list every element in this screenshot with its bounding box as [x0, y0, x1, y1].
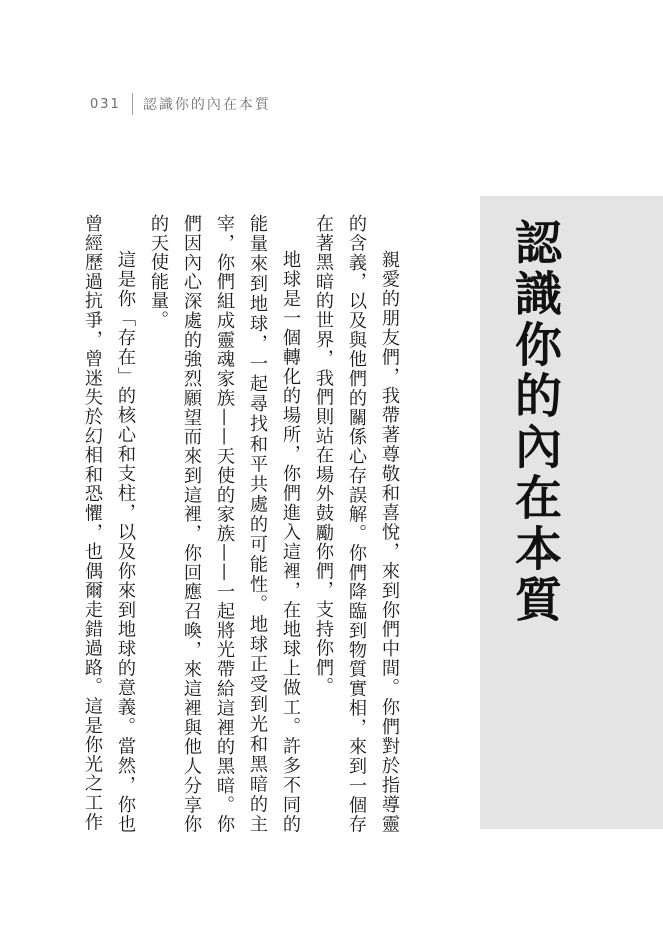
paragraph: 親愛的朋友們，我帶著尊敬和喜悅，來到你們中間。你們對於指導靈的含義，以及與他們的關係心存誤解。你們降臨到物質實相，來到一個存在著黑暗的世界，我們則站在場外鼓勵你們，支持你們。 — [313, 214, 400, 834]
page-number: 031 — [90, 96, 121, 112]
page-header — [90, 92, 271, 116]
header-divider — [132, 93, 133, 115]
running-title: 認識你的內在本質 — [142, 97, 271, 113]
paragraph: 這是你「存在」的核心和支柱，以及你來到地球的意義。當然，你也曾經歷過抗爭，曾迷失於幻相和恐懼，也偶爾走錯過路。這是你光之工作 — [82, 214, 136, 834]
body-text — [76, 214, 406, 834]
paragraph: 地球是一個轉化的場所，你們進入這裡，在地球上做工。許多不同的能量來到地球，一起尋找和平共處的可能性。地球正受到光和黑暗的主宰，你們組成靈魂家族——天使的家族——一起將光帶給這裡的黑暗。你們因內心深處的強烈願望而來到這裡，你回應召喚，來這裡與他人分享你的天使能量。 — [148, 214, 301, 834]
chapter-title: 認識你的內在本質 — [507, 218, 562, 626]
